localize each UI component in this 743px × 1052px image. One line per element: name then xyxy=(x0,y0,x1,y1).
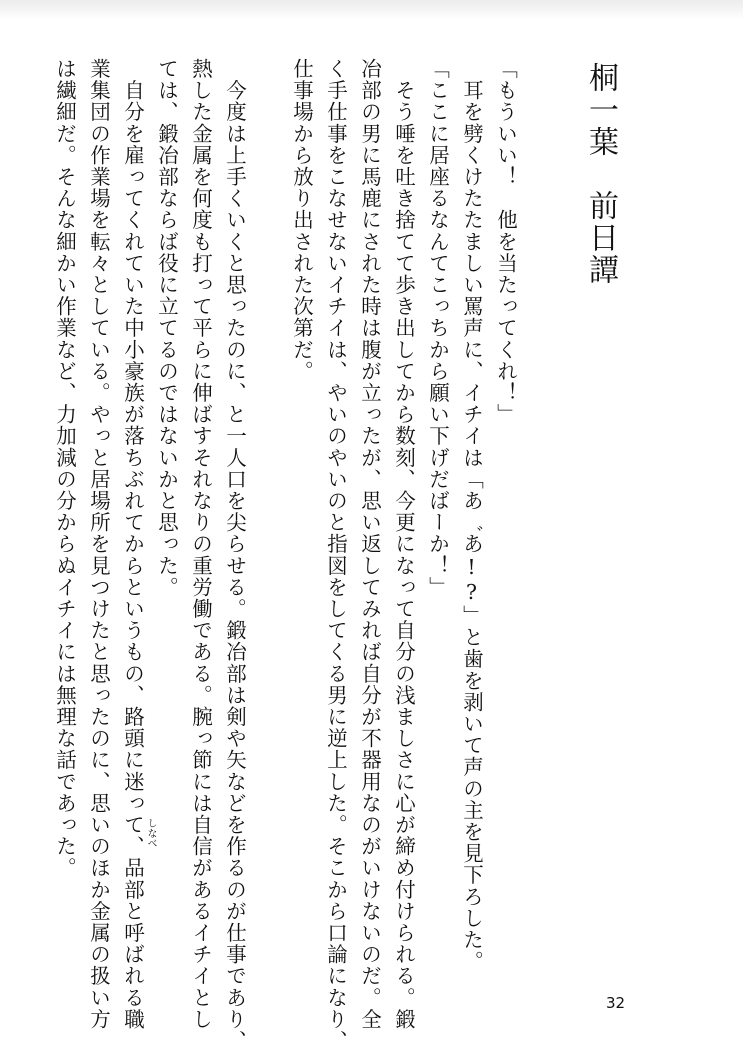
text-column-3: 「ここに居座るなんてこっちから願い下げだばーか！」 xyxy=(425,58,450,598)
text-column-11: ては、鍛冶部ならば役に立てるのではないかと思った。 xyxy=(154,58,179,598)
text-column-4: そう唾を吐き捨てて歩き出してから数刻、今更になって自分の浅ましさに心が締め付けられる。鍛 xyxy=(391,58,416,1030)
text-column-9: 今度は上手くいくと思ったのに、と一人口を尖らせる。鍛冶部は剣や矢などを作るのが仕事であり、 xyxy=(222,58,247,1052)
text-column-5: 冶部の男に馬鹿にされた時は腹が立ったが、思い返してみれば自分が不器用なのがいけないのだ。全 xyxy=(357,58,382,1030)
text-column-6: く手仕事をこなせないイチイは、やいのやいのと指図をしてくる男に逆上した。そこから口論になり、 xyxy=(323,58,348,1052)
text-column-1: 「もういい！ 他を当たってくれ！」 xyxy=(493,58,518,426)
page-number: 32 xyxy=(606,994,626,1012)
text-column-10: 熱した金属を何度も打って平らに伸ばすそれなりの重労働である。腕っ節には自信があるイチイとし xyxy=(188,58,213,1030)
text-column-7: 仕事場から放り出された次第だ。 xyxy=(289,58,314,382)
ruby-reading-shinabe: しなべ xyxy=(145,818,156,848)
page-top-shadow xyxy=(0,0,743,20)
text-column-12: 自分を雇ってくれていた中小豪族が落ちぶれてからというもの、路頭に迷って、品部と呼ばれる職 xyxy=(120,58,145,1030)
chapter-title: 桐一葉 前日譚 xyxy=(583,62,618,286)
text-column-2: 耳を劈くけたたましい罵声に、イチイは「あ゛あ!?」と歯を剥いて声の主を見下ろした。 xyxy=(459,58,484,973)
text-column-13: 業集団の作業場を転々としている。やっと居場所を見つけたと思ったのに、思いのほか金属の扱い方 xyxy=(86,58,111,1030)
text-column-14: は繊細だ。そんな細かい作業など、力加減の分からぬイチイには無理な話であった。 xyxy=(52,58,77,879)
